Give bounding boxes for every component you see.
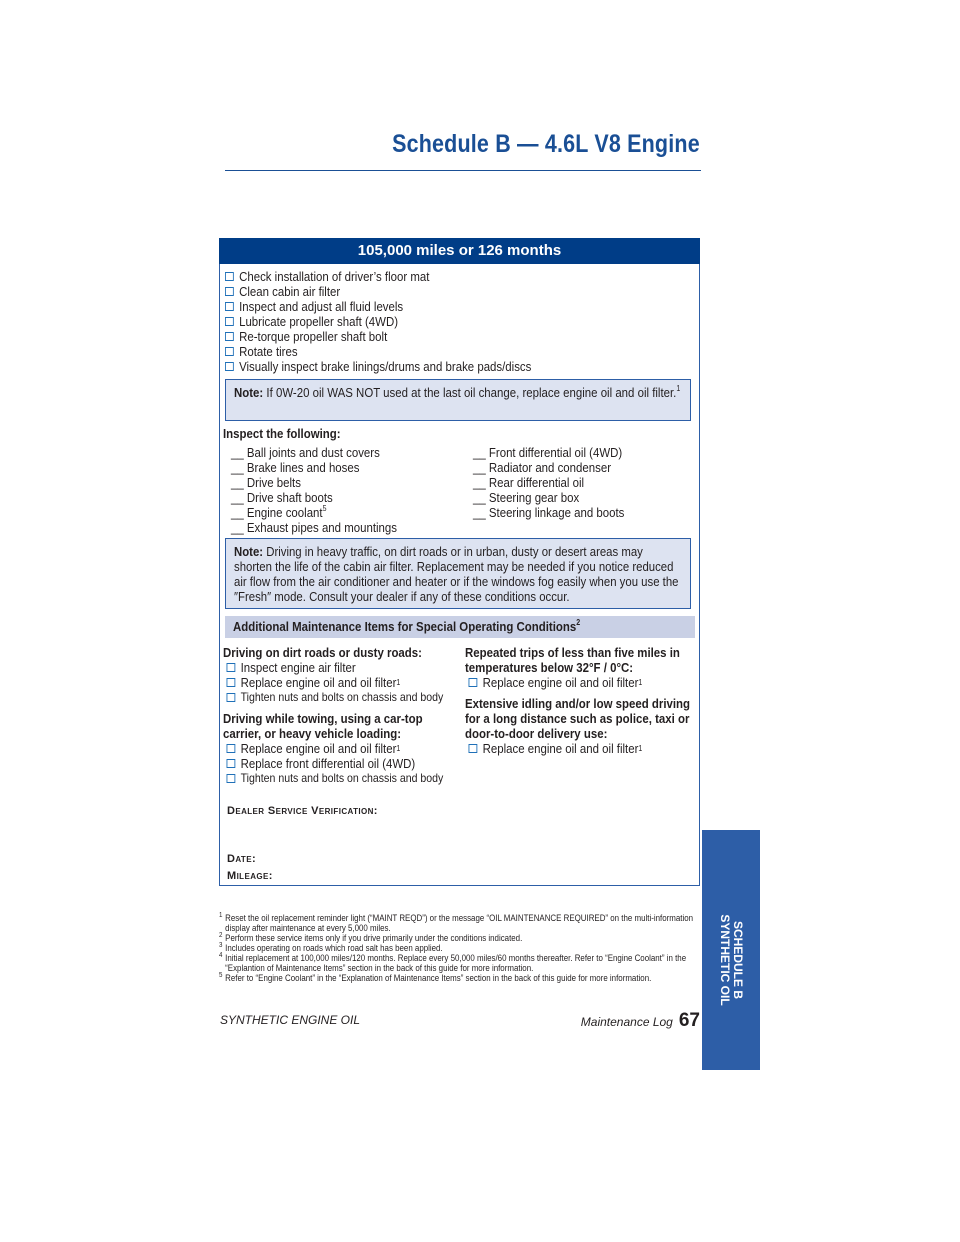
checkbox-icon[interactable] [225,287,234,296]
inspect-item[interactable]: __ Exhaust pipes and mountings [231,520,398,535]
interval-header: 105,000 miles or 126 months [219,238,700,264]
inspect-item[interactable]: __ Steering linkage and boots [473,505,625,520]
special-item[interactable]: Tighten nuts and bolts on chassis and body [223,690,443,705]
inspect-item[interactable]: __ Steering gear box [473,490,580,505]
checklist-item[interactable]: Re-torque propeller shaft bolt [225,329,531,344]
checklist-item[interactable]: Check installation of driver’s floor mat [225,269,531,284]
inspect-item[interactable]: __ Rear differential oil [473,475,585,490]
footer-page-info [581,1010,700,1032]
checkbox-icon[interactable] [225,317,234,326]
dirt-roads-heading: Driving on dirt roads or dusty roads: [223,645,422,660]
inspect-item[interactable]: __ Drive shaft boots [231,490,333,505]
dealer-verification-label: Dealer Service Verification: [227,805,378,817]
checklist-item[interactable]: Visually inspect brake linings/drums and brake pads/discs [225,359,531,374]
section-tab-label: SCHEDULE B SYNTHETIC OIL [718,914,745,1006]
checklist-item[interactable]: Lubricate propeller shaft (4WD) [225,314,531,329]
special-item[interactable]: Replace engine oil and oil filter 1 [465,675,696,690]
special-item[interactable]: Replace engine oil and oil filter 1 [465,741,696,756]
footer-oil-type: SYNTHETIC ENGINE OIL [220,1013,361,1027]
service-checklist [225,269,531,374]
footnote: 1 Reset the oil replacement reminder light (“MAINT REQD”) or the message “OIL MAINTENANCE REQUIRED” on the multi-information display after maintenance at every 5,000 miles. [219,912,694,933]
checkbox-icon[interactable] [227,663,236,672]
footnote: 2 Perform these service items only if you drive primarily under the conditions indicated. [219,932,523,943]
special-item[interactable]: Inspect engine air filter [223,660,443,675]
checkbox-icon[interactable] [227,759,236,768]
checklist-item[interactable]: Inspect and adjust all fluid levels [225,299,531,314]
oil-note: Note: If 0W-20 oil WAS NOT used at the last oil change, replace engine oil and oil filter.$^1$ [225,379,691,421]
checklist-item[interactable]: Rotate tires [225,344,531,359]
inspect-list-left [231,445,397,535]
cabin-filter-note: Note: Driving in heavy traffic, on dirt roads or in urban, dusty or desert areas may shorten the life of the cabin air filter. Replacement may be needed if you notice reduced air flow from the air conditioner and heater or if the windows fog easily when you use the ″Fresh″ mode. Consult your dealer if any of these conditions occur. [225,538,691,609]
footnote: 5 Refer to “Engine Coolant” in the “Explanation of Maintenance Items” section in the back of this guide for more information. [219,972,652,983]
maintenance-card [219,238,700,886]
checkbox-icon[interactable] [225,272,234,281]
footnotes [219,913,699,983]
page-number: 67 [678,1010,700,1031]
footnote: 3 Includes operating on roads which road salt has been applied. [219,942,443,953]
inspect-heading: Inspect the following: [223,426,341,441]
checkbox-icon[interactable] [227,744,236,753]
towing-heading: Driving while towing, using a car-top carrier, or heavy vehicle loading: [223,711,423,741]
inspect-item[interactable]: __ Ball joints and dust covers [231,445,380,460]
checkbox-icon[interactable] [225,302,234,311]
checkbox-icon[interactable] [225,347,234,356]
date-label: Date: [227,853,257,865]
section-tab[interactable] [702,830,760,1070]
inspect-item[interactable]: __ Engine coolant$^5$ [231,504,327,520]
inspect-item[interactable]: __ Brake lines and hoses [231,460,360,475]
checklist-item[interactable]: Clean cabin air filter [225,284,531,299]
inspect-item[interactable]: __ Radiator and condenser [473,460,612,475]
inspect-list-right [473,445,624,520]
special-item[interactable]: Tighten nuts and bolts on chassis and body [223,771,443,786]
checkbox-icon[interactable] [227,693,236,702]
checkbox-icon[interactable] [227,774,236,783]
mileage-label: Mileage: [227,870,273,882]
special-conditions-right [465,645,696,756]
special-item[interactable]: Replace front differential oil (4WD) [223,756,443,771]
additional-items-heading: Additional Maintenance Items for Special Operating Conditions$^2$ [225,616,695,638]
footnote: 4 Initial replacement at 100,000 miles/120 months. Replace every 50,000 miles/60 months thereafter. Refer to “Engine Coolant” in the “Explantion of Maintenance Items” section in the back of this guide for more information. [219,952,687,973]
idling-heading: Extensive idling and/or low speed driving for a long distance such as police, taxi or door-to-door delivery use: [465,696,691,741]
inspect-item[interactable]: __ Front differential oil (4WD) [473,445,623,460]
footer-section: Maintenance Log [580,1015,673,1029]
checkbox-icon[interactable] [469,678,478,687]
special-item[interactable]: Replace engine oil and oil filter 1 [223,675,443,690]
special-item[interactable]: Replace engine oil and oil filter 1 [223,741,443,756]
short-trips-heading: Repeated trips of less than five miles in temperatures below 32°F / 0°C: [465,645,680,675]
checkbox-icon[interactable] [227,678,236,687]
checkbox-icon[interactable] [225,332,234,341]
inspect-item[interactable]: __ Drive belts [231,475,301,490]
checkbox-icon[interactable] [469,744,478,753]
title-divider [225,170,701,171]
checkbox-icon[interactable] [225,362,234,371]
special-conditions-left [223,645,443,786]
page-title: Schedule B — 4.6L V8 Engine [392,130,700,158]
